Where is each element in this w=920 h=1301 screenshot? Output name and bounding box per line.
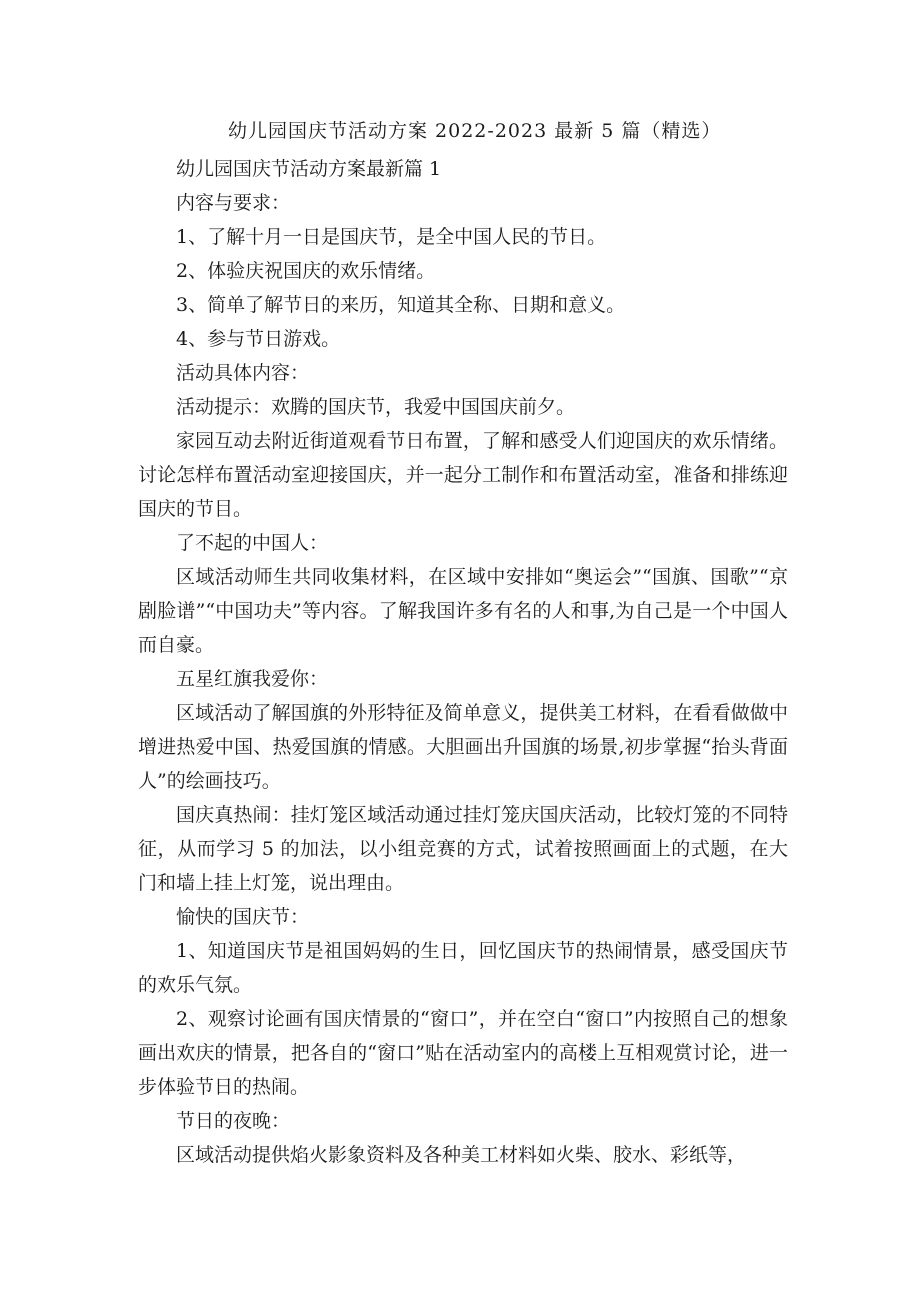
- paragraph: 区域活动提供焰火影象资料及各种美工材料如火柴、胶水、彩纸等，: [176, 1144, 747, 1166]
- paragraph: 家园互动去附近街道观看节日布置，了解和感受人们迎国庆的欢乐情绪。讨论怎样布置活动室迎接国庆，并一起分工制作和布置活动室，准备和排练迎国庆的节目。: [138, 430, 788, 520]
- list-item: 1、知道国庆节是祖国妈妈的生日，回忆国庆节的热闹情景，感受国庆节的欢乐气氛。: [138, 940, 788, 996]
- paragraph: 国庆真热闹：挂灯笼区域活动通过挂灯笼庆国庆活动，比较灯笼的不同特征，从而学习 5 的加法，以小组竞赛的方式，试着按照画面上的式题，在大门和墙上挂上灯笼，说出理由。: [138, 804, 788, 894]
- paragraph: 区域活动师生共同收集材料，在区域中安排如“奥运会”“国旗、国歌”“京剧脸谱”“中国功夫”等内容。了解我国许多有名的人和事,为自己是一个中国人而自豪。: [138, 566, 788, 656]
- list-item: 2、体验庆祝国庆的欢乐情绪。: [176, 260, 436, 282]
- paragraph: 区域活动了解国旗的外形特征及简单意义，提供美工材料，在看看做做中增进热爱中国、热爱国旗的情感。大胆画出升国旗的场景,初步掌握“抬头背面人”的绘画技巧。: [138, 702, 788, 792]
- list-item: 1、了解十月一日是国庆节，是全中国人民的节日。: [176, 226, 607, 248]
- paragraph: 五星红旗我爱你：: [176, 668, 329, 690]
- list-item: 2、观察讨论画有国庆情景的“窗口”，并在空白“窗口”内按照自己的想象画出欢庆的情景，把各自的“窗口”贴在活动室内的高楼上互相观赏讨论，进一步体验节日的热闹。: [138, 1008, 788, 1098]
- paragraph: 了不起的中国人：: [176, 532, 329, 554]
- list-item: 3、简单了解节日的来历，知道其全称、日期和意义。: [176, 294, 626, 316]
- paragraph: 活动提示：欢腾的国庆节，我爱中国国庆前夕。: [176, 396, 576, 418]
- section-heading: 幼儿园国庆节活动方案最新篇 1: [176, 158, 442, 180]
- paragraph: 节日的夜晚：: [176, 1110, 291, 1132]
- paragraph: 愉快的国庆节：: [176, 906, 310, 928]
- paragraph: 内容与要求：: [176, 192, 291, 214]
- list-item: 4、参与节日游戏。: [176, 328, 341, 350]
- document-body: [138, 152, 788, 1172]
- document-title: 幼儿园国庆节活动方案 2022-2023 最新 5 篇（精选）: [228, 120, 722, 142]
- paragraph: 活动具体内容：: [176, 362, 310, 384]
